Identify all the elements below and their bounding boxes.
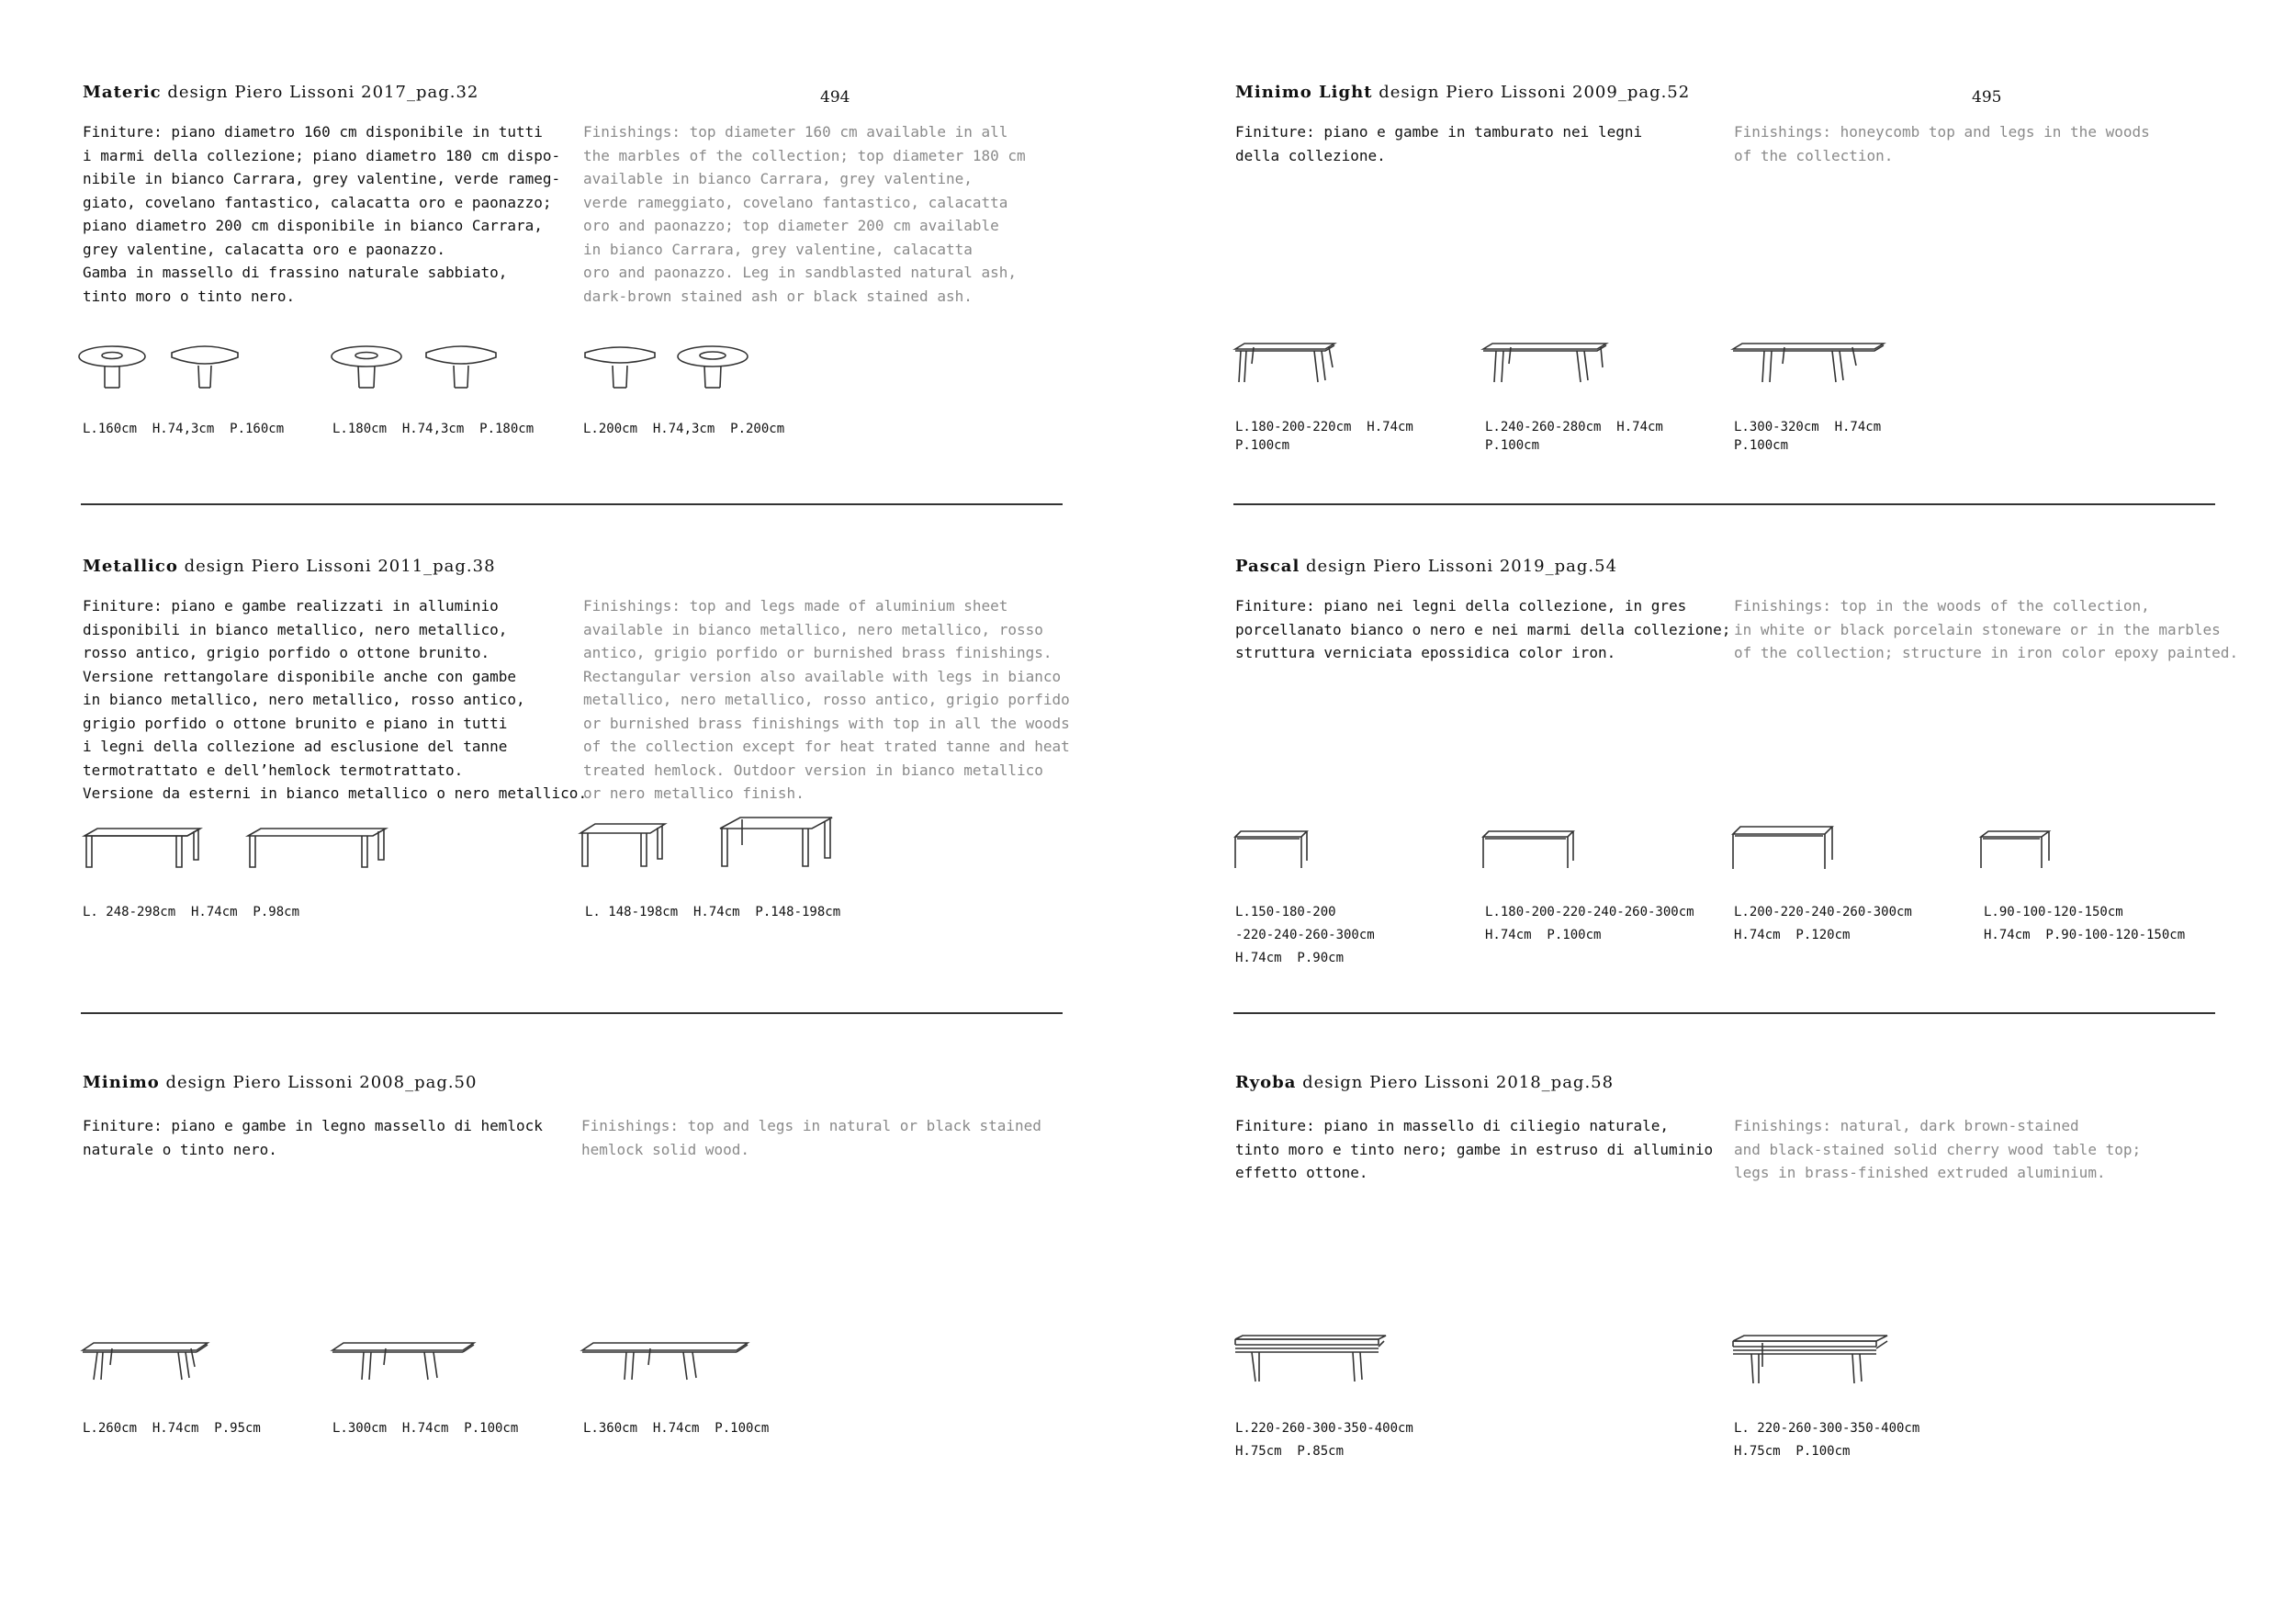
materic-finishes-it: Finiture: piano diametro 160 cm disponibile in tutti i marmi della collezione; piano diametro 180 cm dispo- nibile in bianco Carrara, grey valentine, verde rameg- giato, covelano fantastico, calacatta oro e paonazzo; piano diametro 200 cm disponibile in bianco Carrara, grey valentine, calacatta oro e paonazzo. Gamba in massello di frassino naturale sabbiato, tinto moro o tinto nero. xyxy=(83,123,561,305)
materic-160-side-drawing xyxy=(170,340,253,395)
ryoba-finishes-it: Finiture: piano in massello di ciliegio naturale, tinto moro e tinto nero; gambe in estruso di alluminio effetto ottone. xyxy=(1235,1117,1714,1181)
metallico-rect-long-drawing xyxy=(246,827,388,873)
metallico-finishes-it: Finiture: piano e gambe realizzati in alluminio disponibili in bianco metallico, nero metallico, rosso antico, grigio porfido o ottone brunito. Versione rettangolare disponibile anche con gambe in bianco metallico, nero metallico, rosso antico, grigio porfido o ottone brunito e piano in tutti i legni della collezione ad esclusione del tanne termotrattato e dell’hemlock termotrattato. Versione da esterni in bianco metallico o nero metallico. xyxy=(83,597,588,802)
metallico-header xyxy=(83,557,496,576)
minimo-light-300-drawing xyxy=(1731,342,1887,392)
minimo-360-drawing xyxy=(580,1341,750,1392)
materic-180-side-drawing xyxy=(424,340,507,395)
metallico-square-drawing xyxy=(579,822,670,873)
minimo-dims-300: L.300cm H.74cm P.100cm xyxy=(332,1421,519,1436)
pascal-200-drawing xyxy=(1731,825,1837,875)
ryoba-header xyxy=(1235,1073,1614,1092)
metallico-rect-drawing xyxy=(83,827,207,873)
page-number-left: 494 xyxy=(820,88,850,107)
minimo-finishes-en: Finishings: top and legs in natural or black stained hemlock solid wood. xyxy=(581,1117,1041,1158)
metallico-square-large-drawing xyxy=(718,816,838,873)
pascal-dims-200: L.200-220-240-260-300cm H.74cm P.120cm xyxy=(1734,905,1912,942)
product-name: Ryoba xyxy=(1235,1073,1297,1092)
ryoba-dims-100: L. 220-260-300-350-400cm H.75cm P.100cm xyxy=(1734,1421,1920,1459)
materic-dims-200: L.200cm H.74,3cm P.200cm xyxy=(583,422,785,436)
materic-dims-160: L.160cm H.74,3cm P.160cm xyxy=(83,422,285,436)
page-number-right: 495 xyxy=(1972,88,2002,107)
product-name: Materic xyxy=(83,83,162,102)
materic-180-drawing xyxy=(331,340,413,395)
minimo-light-finishes-it: Finiture: piano e gambe in tamburato nei legni della collezione. xyxy=(1235,123,1643,164)
pascal-90-drawing xyxy=(1979,829,2053,875)
designer-credit: design Piero Lissoni 2019_pag.54 xyxy=(1300,557,1618,576)
materic-finishes-en: Finishings: top diameter 160 cm available in all the marbles of the collection; top diameter 180 cm available in bianco Carrara, grey valentine, verde rameggiato, covelano fantastico, calacatta oro and paonazzo; top diameter 200 cm available in bianco Carrara, grey valentine, calacatta oro and paonazzo. Leg in sandblasted natural ash, dark-brown stained ash or black stained ash. xyxy=(583,123,1026,305)
materic-dims-180: L.180cm H.74,3cm P.180cm xyxy=(332,422,535,436)
ryoba-100-drawing xyxy=(1731,1334,1892,1393)
materic-200-top-drawing xyxy=(677,340,760,395)
minimo-light-header xyxy=(1235,83,1690,102)
minimo-light-finishes-en: Finishings: honeycomb top and legs in the woods of the collection. xyxy=(1734,123,2150,164)
product-name: Metallico xyxy=(83,557,178,576)
designer-credit: design Piero Lissoni 2009_pag.52 xyxy=(1372,83,1691,102)
section-divider xyxy=(1233,1012,2215,1014)
section-divider xyxy=(81,1012,1063,1014)
pascal-finishes-en: Finishings: top in the woods of the collection, in white or black porcelain stoneware or in the marbles of the collection; structure in iron color epoxy painted. xyxy=(1734,597,2239,661)
minimo-300-drawing xyxy=(331,1341,478,1392)
minimo-light-dims-300: L.300-320cm H.74cm P.100cm xyxy=(1734,420,1882,453)
metallico-finishes-en: Finishings: top and legs made of aluminium sheet available in bianco metallico, nero metallico, rosso antico, grigio porfido or burnished brass finishings. Rectangular version also available with legs in bianco metallico, nero metallico, rosso antico, grigio porfido or burnished brass finishings with top in all the woods of the collection except for heat trated tanne and heat treated hemlock. Outdoor version in bianco metallico or nero metallico finish. xyxy=(583,597,1070,802)
product-name: Pascal xyxy=(1235,557,1300,576)
product-name: Minimo xyxy=(83,1073,160,1092)
pascal-finishes-it: Finiture: piano nei legni della collezione, in gres porcellanato bianco o nero e nei marmi della collezione; struttura verniciata epossidica color iron. xyxy=(1235,597,1731,661)
section-divider xyxy=(81,503,1063,505)
minimo-header xyxy=(83,1073,477,1092)
designer-credit: design Piero Lissoni 2017_pag.32 xyxy=(161,83,479,102)
metallico-dims-rect: L. 248-298cm H.74cm P.98cm xyxy=(83,905,300,919)
minimo-light-dims-240: L.240-260-280cm H.74cm P.100cm xyxy=(1485,420,1663,453)
designer-credit: design Piero Lissoni 2008_pag.50 xyxy=(159,1073,478,1092)
metallico-dims-square: L. 148-198cm H.74cm P.148-198cm xyxy=(585,905,841,919)
ryoba-dims-85: L.220-260-300-350-400cm H.75cm P.85cm xyxy=(1235,1421,1413,1459)
minimo-light-240-drawing xyxy=(1481,342,1610,392)
materic-200-drawing xyxy=(583,340,666,395)
pascal-180-drawing xyxy=(1481,829,1578,875)
minimo-light-180-drawing xyxy=(1233,342,1339,392)
minimo-dims-360: L.360cm H.74cm P.100cm xyxy=(583,1421,770,1436)
materic-header xyxy=(83,83,478,102)
pascal-dims-180: L.180-200-220-240-260-300cm H.74cm P.100cm xyxy=(1485,905,1694,942)
minimo-finishes-it: Finiture: piano e gambe in legno massello di hemlock naturale o tinto nero. xyxy=(83,1117,543,1158)
minimo-dims-260: L.260cm H.74cm P.95cm xyxy=(83,1421,261,1436)
materic-160-drawing xyxy=(78,340,161,395)
pascal-header xyxy=(1235,557,1617,576)
minimo-light-dims-180: L.180-200-220cm H.74cm P.100cm xyxy=(1235,420,1413,453)
product-name: Minimo Light xyxy=(1235,83,1373,102)
pascal-150-drawing xyxy=(1233,829,1311,875)
ryoba-85-drawing xyxy=(1233,1334,1390,1393)
pascal-dims-150: L.150-180-200 -220-240-260-300cm H.74cm P.90cm xyxy=(1235,905,1375,965)
section-divider xyxy=(1233,503,2215,505)
ryoba-finishes-en: Finishings: natural, dark brown-stained and black-stained solid cherry wood table top; legs in brass-finished extruded aluminium. xyxy=(1734,1117,2142,1181)
designer-credit: design Piero Lissoni 2018_pag.58 xyxy=(1296,1073,1615,1092)
designer-credit: design Piero Lissoni 2011_pag.38 xyxy=(177,557,496,576)
minimo-260-drawing xyxy=(81,1341,214,1392)
pascal-dims-90: L.90-100-120-150cm H.74cm P.90-100-120-150cm xyxy=(1984,905,2186,942)
